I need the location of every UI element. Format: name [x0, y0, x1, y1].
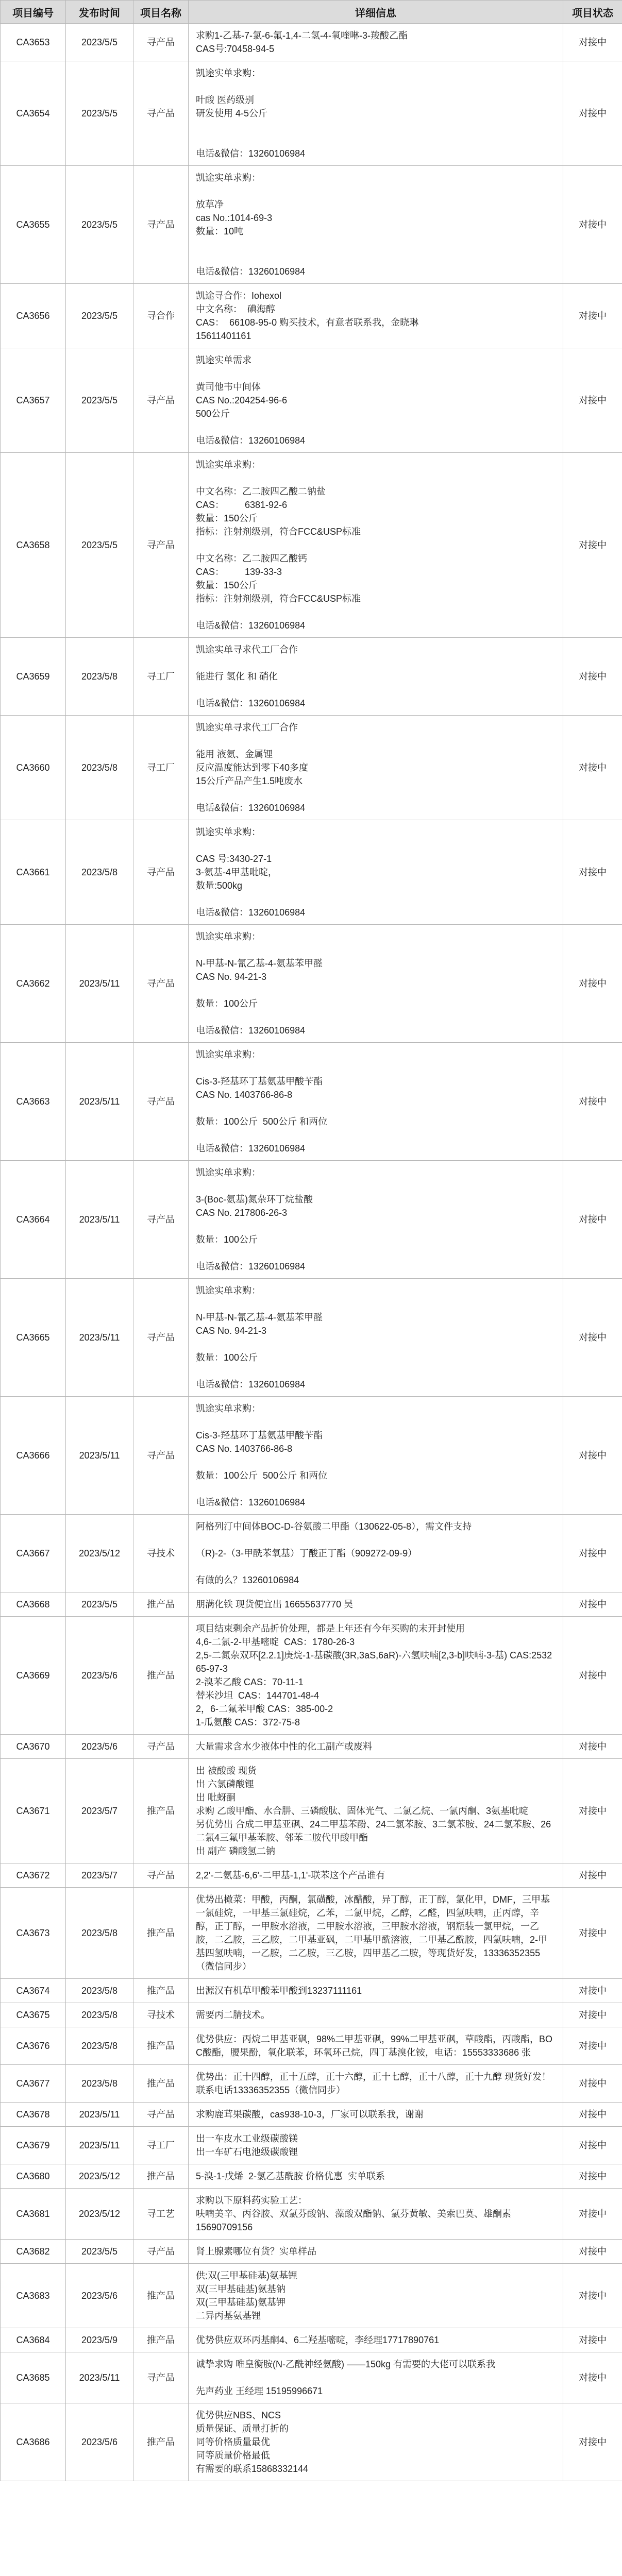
cell-project-id: CA3659 — [1, 638, 66, 716]
cell-status: 对接中 — [563, 2264, 622, 2328]
cell-detail: 供:双(三甲基硅基)氨基锂 双(三甲基硅基)氨基钠 双(三甲基硅基)氨基钾 二异丙基氨基锂 — [189, 2264, 563, 2328]
cell-project-id: CA3678 — [1, 2103, 66, 2127]
cell-publish-date: 2023/5/6 — [66, 2403, 133, 2481]
cell-status: 对接中 — [563, 1515, 622, 1592]
header-name: 项目名称 — [133, 1, 189, 24]
table-row — [1, 716, 622, 820]
table-header — [1, 1, 622, 24]
cell-detail: 优势出橄菜：甲酸，丙酮，氯磺酸，冰醋酸，异丁醇，正丁醇，氯化甲，DMF，三甲基一氯硅烷，一甲基三氯硅烷，乙苯，二氯甲烷，乙醇，乙醛，四氢呋喃，正丙醇，辛醇，正丁醇，一甲胺水溶液，二甲胺水溶液，三甲胺水溶液，钢瓶装一氯甲烷，一乙胺，二乙胺，三乙胺，二甲基亚砜，二甲基甲酰溶液，二甲基乙酰胺，四氯呋喃，2-甲基四氢呋喃，一乙胺，二乙胺，三乙胺，四甲基乙二胺，等现货好发，13336352355（微信同步） — [189, 1888, 563, 1979]
cell-status: 对接中 — [563, 24, 622, 61]
table-row — [1, 2003, 622, 2027]
cell-detail: 凯途实单求购： 放草净 cas No.:1014-69-3 数量：10吨 电话&微信：13260106984 — [189, 166, 563, 284]
cell-status: 对接中 — [563, 716, 622, 820]
cell-publish-date: 2023/5/7 — [66, 1759, 133, 1863]
cell-project-name: 寻产品 — [133, 1397, 189, 1515]
cell-publish-date: 2023/5/5 — [66, 2240, 133, 2264]
cell-status: 对接中 — [563, 1043, 622, 1161]
cell-project-id: CA3674 — [1, 1979, 66, 2003]
cell-project-id: CA3676 — [1, 2027, 66, 2065]
cell-detail: 凯途实单求购： N-甲基-N-氰乙基-4-氨基苯甲醛 CAS No. 94-21-3 数量：100公斤 电话&微信：13260106984 — [189, 925, 563, 1043]
cell-project-id: CA3669 — [1, 1617, 66, 1735]
table-row — [1, 1161, 622, 1279]
cell-detail: 出一车皮水工业级碳酸镁 出一车矿石电池级碳酸锂 — [189, 2127, 563, 2164]
cell-status: 对接中 — [563, 1863, 622, 1888]
cell-project-name: 寻产品 — [133, 925, 189, 1043]
cell-detail: 优势供应NBS、NCS 质量保证、质量打折的 同等价格质量最优 同等质量价格最低 有需要的联系15868332144 — [189, 2403, 563, 2481]
table-row — [1, 1888, 622, 1979]
cell-detail: 朋满化铁 现货便宜出 16655637770 吴 — [189, 1592, 563, 1617]
cell-project-name: 推产品 — [133, 2164, 189, 2189]
cell-project-name: 寻产品 — [133, 2240, 189, 2264]
cell-detail: 凯途实单求购： N-甲基-N-氰乙基-4-氨基苯甲醛 CAS No. 94-21-3 数量：100公斤 电话&微信：13260106984 — [189, 1279, 563, 1397]
cell-detail: 凯途实单寻求代工厂合作 能用 液氨、金属锂 反应温度能达到零下40多度 15公斤产品产生1.5吨废水 电话&微信：13260106984 — [189, 716, 563, 820]
cell-publish-date: 2023/5/11 — [66, 1043, 133, 1161]
table-row — [1, 1735, 622, 1759]
cell-detail: 凯途实单寻求代工厂合作 能进行 氢化 和 硝化 电话&微信：13260106984 — [189, 638, 563, 716]
cell-publish-date: 2023/5/11 — [66, 1161, 133, 1279]
table-row — [1, 1279, 622, 1397]
cell-project-id: CA3684 — [1, 2328, 66, 2352]
table-row — [1, 2352, 622, 2403]
cell-status: 对接中 — [563, 2003, 622, 2027]
cell-publish-date: 2023/5/8 — [66, 716, 133, 820]
cell-project-name: 推产品 — [133, 2065, 189, 2103]
table-row — [1, 2127, 622, 2164]
cell-detail: 诚挚求购 唯皇衡胺(N-乙酰神经氨酸) ——150kg 有需要的大佬可以联系我 先声药业 王经理 15195996671 — [189, 2352, 563, 2403]
cell-status: 对接中 — [563, 1979, 622, 2003]
cell-detail: 凯途寻合作：Iohexol 中文名称： 碘海醇 CAS： 66108-95-0 购买技术，有意者联系我，金晓琳 15611401161 — [189, 284, 563, 348]
cell-project-id: CA3682 — [1, 2240, 66, 2264]
table-row — [1, 284, 622, 348]
cell-detail: 凯途实单求购： Cis-3-羟基环丁基氨基甲酸苄酯 CAS No. 1403766-86-8 数量：100公斤 500公斤 和两位 电话&微信：13260106984 — [189, 1397, 563, 1515]
cell-project-name: 推产品 — [133, 1979, 189, 2003]
cell-project-name: 寻技术 — [133, 1515, 189, 1592]
cell-project-name: 寻产品 — [133, 1735, 189, 1759]
cell-project-id: CA3686 — [1, 2403, 66, 2481]
cell-status: 对接中 — [563, 1759, 622, 1863]
cell-publish-date: 2023/5/8 — [66, 1888, 133, 1979]
cell-detail: 优势出：正十四醇，正十五醇，正十六醇，正十七醇，正十八醇，正十九醇 现货好发！联系电话13336352355（微信同步） — [189, 2065, 563, 2103]
cell-publish-date: 2023/5/6 — [66, 2264, 133, 2328]
cell-project-id: CA3673 — [1, 1888, 66, 1979]
cell-status: 对接中 — [563, 2240, 622, 2264]
cell-detail: 阿格列汀中间体BOC-D-谷氨酸二甲酯（130622-05-8），需文件支持 （R)-2-（3-甲酰苯氧基）丁酸正丁酯（909272-09-9） 有做的么？13260106984 — [189, 1515, 563, 1592]
cell-status: 对接中 — [563, 2127, 622, 2164]
cell-project-id: CA3671 — [1, 1759, 66, 1863]
cell-detail: 肾上腺素哪位有货？实单样品 — [189, 2240, 563, 2264]
cell-status: 对接中 — [563, 2103, 622, 2127]
cell-publish-date: 2023/5/5 — [66, 348, 133, 453]
cell-publish-date: 2023/5/6 — [66, 1617, 133, 1735]
cell-status: 对接中 — [563, 1617, 622, 1735]
cell-project-id: CA3660 — [1, 716, 66, 820]
cell-status: 对接中 — [563, 2164, 622, 2189]
table-row — [1, 453, 622, 638]
table-row — [1, 24, 622, 61]
cell-detail: 优势供应：丙烷二甲基亚砜，98%二甲基亚砜，99%二甲基亚砜，草酸酯，丙酸酯，BOC酸酯，腰果酚，氧化联苯，环氧环己烷，四丁基溴化铵，电话：15553333686 张 — [189, 2027, 563, 2065]
cell-project-id: CA3657 — [1, 348, 66, 453]
table-row — [1, 348, 622, 453]
cell-project-id: CA3658 — [1, 453, 66, 638]
cell-project-id: CA3679 — [1, 2127, 66, 2164]
cell-project-name: 寻合作 — [133, 284, 189, 348]
cell-project-id: CA3670 — [1, 1735, 66, 1759]
cell-publish-date: 2023/5/5 — [66, 61, 133, 166]
cell-detail: 凯途实单求购： 3-(Boc-氨基)氮杂环丁烷盐酸 CAS No. 217806-26-3 数量：100公斤 电话&微信：13260106984 — [189, 1161, 563, 1279]
table-row — [1, 925, 622, 1043]
cell-project-name: 推产品 — [133, 2328, 189, 2352]
cell-publish-date: 2023/5/6 — [66, 1735, 133, 1759]
cell-publish-date: 2023/5/8 — [66, 820, 133, 925]
cell-status: 对接中 — [563, 925, 622, 1043]
cell-detail: 求购以下原料药实验工艺： 呋喃美辛、丙谷胺、双氯芬酸钠、藻酸双酯钠、氯芬黄敏、美索巴莫、雄酮素 15690709156 — [189, 2189, 563, 2240]
cell-status: 对接中 — [563, 348, 622, 453]
cell-publish-date: 2023/5/11 — [66, 2352, 133, 2403]
header-status: 项目状态 — [563, 1, 622, 24]
cell-publish-date: 2023/5/5 — [66, 24, 133, 61]
cell-project-name: 寻工厂 — [133, 2127, 189, 2164]
cell-publish-date: 2023/5/7 — [66, 1863, 133, 1888]
cell-status: 对接中 — [563, 166, 622, 284]
cell-project-name: 推产品 — [133, 1617, 189, 1735]
cell-project-id: CA3672 — [1, 1863, 66, 1888]
cell-project-name: 寻产品 — [133, 453, 189, 638]
cell-project-id: CA3667 — [1, 1515, 66, 1592]
cell-detail: 凯途实单求购： CAS 号:3430-27-1 3-氨基-4甲基吡啶， 数量:500kg 电话&微信：13260106984 — [189, 820, 563, 925]
cell-publish-date: 2023/5/5 — [66, 166, 133, 284]
cell-project-name: 寻工厂 — [133, 716, 189, 820]
cell-detail: 凯途实单求购： 中文名称：乙二胺四乙酸二钠盐 CAS： 6381-92-6 数量：150公斤 指标：注射剂级别，符合FCC&USP标准 中文名称：乙二胺四乙酸钙 CAS： 139-33-3 数量：150公斤 指标：注射剂级别，符合FCC&USP标准 电话&微信：13260106984 — [189, 453, 563, 638]
cell-detail: 2,2'-二氨基-6,6'-二甲基-1,1'-联苯这个产品谁有 — [189, 1863, 563, 1888]
cell-publish-date: 2023/5/11 — [66, 925, 133, 1043]
cell-project-name: 寻工厂 — [133, 638, 189, 716]
cell-status: 对接中 — [563, 820, 622, 925]
cell-project-name: 寻产品 — [133, 348, 189, 453]
cell-project-id: CA3655 — [1, 166, 66, 284]
table-row — [1, 1043, 622, 1161]
cell-project-name: 推产品 — [133, 2264, 189, 2328]
cell-project-name: 寻技术 — [133, 2003, 189, 2027]
cell-publish-date: 2023/5/9 — [66, 2328, 133, 2352]
cell-status: 对接中 — [563, 61, 622, 166]
cell-project-id: CA3675 — [1, 2003, 66, 2027]
cell-project-name: 寻产品 — [133, 1863, 189, 1888]
cell-publish-date: 2023/5/8 — [66, 638, 133, 716]
cell-status: 对接中 — [563, 1735, 622, 1759]
table-row — [1, 2027, 622, 2065]
cell-publish-date: 2023/5/12 — [66, 2189, 133, 2240]
table-row — [1, 638, 622, 716]
cell-detail: 求购鹿茸果碳酸，cas938-10-3，厂家可以联系我，谢谢 — [189, 2103, 563, 2127]
table-row — [1, 1759, 622, 1863]
cell-detail: 需要丙二腈技术。 — [189, 2003, 563, 2027]
cell-status: 对接中 — [563, 2027, 622, 2065]
cell-publish-date: 2023/5/11 — [66, 1397, 133, 1515]
table-row — [1, 2403, 622, 2481]
header-id: 项目编号 — [1, 1, 66, 24]
table-row — [1, 1617, 622, 1735]
cell-project-name: 寻产品 — [133, 61, 189, 166]
cell-project-name: 寻产品 — [133, 1043, 189, 1161]
cell-project-name: 寻产品 — [133, 166, 189, 284]
table-row — [1, 1592, 622, 1617]
cell-detail: 出源汉有机草甲酸苯甲酸到13237111161 — [189, 1979, 563, 2003]
cell-detail: 优势供应双环丙基酮4、6二羟基嘧啶，李经理17717890761 — [189, 2328, 563, 2352]
cell-project-name: 推产品 — [133, 2027, 189, 2065]
cell-status: 对接中 — [563, 1279, 622, 1397]
table-row — [1, 61, 622, 166]
cell-project-id: CA3664 — [1, 1161, 66, 1279]
header-row — [1, 1, 622, 24]
cell-publish-date: 2023/5/11 — [66, 2127, 133, 2164]
cell-publish-date: 2023/5/5 — [66, 1592, 133, 1617]
header-date: 发布时间 — [66, 1, 133, 24]
cell-project-name: 寻产品 — [133, 820, 189, 925]
cell-project-id: CA3661 — [1, 820, 66, 925]
table-row — [1, 1979, 622, 2003]
cell-project-name: 寻产品 — [133, 24, 189, 61]
table-row — [1, 2189, 622, 2240]
cell-project-name: 寻工艺 — [133, 2189, 189, 2240]
cell-project-id: CA3656 — [1, 284, 66, 348]
cell-publish-date: 2023/5/12 — [66, 1515, 133, 1592]
cell-project-id: CA3662 — [1, 925, 66, 1043]
table-row — [1, 2264, 622, 2328]
table-row — [1, 2240, 622, 2264]
cell-status: 对接中 — [563, 1161, 622, 1279]
cell-publish-date: 2023/5/5 — [66, 453, 133, 638]
cell-detail: 凯途实单求购： 叶酸 医药级别 研发使用 4-5公斤 电话&微信：13260106984 — [189, 61, 563, 166]
cell-status: 对接中 — [563, 638, 622, 716]
cell-status: 对接中 — [563, 1397, 622, 1515]
cell-project-id: CA3681 — [1, 2189, 66, 2240]
cell-project-name: 推产品 — [133, 1888, 189, 1979]
cell-publish-date: 2023/5/12 — [66, 2164, 133, 2189]
cell-detail: 出 被酸酸 现货 出 六氯磷酸锂 出 吡蚜酮 求购 乙酸甲酯、水合肼、三磷酸肽、固体光气、二氯乙烷、一氯丙酮、3氨基吡啶 另优势出 合成二甲基亚砜、24二甲基苯酚、24二氯苯胺、3二氯苯胺、24二氯苯胺、26二氯4三氟甲基苯胺、邻苯二胺代甲酸甲酯 出 副产 磷酸氢二钠 — [189, 1759, 563, 1863]
cell-publish-date: 2023/5/5 — [66, 284, 133, 348]
cell-publish-date: 2023/5/8 — [66, 2003, 133, 2027]
cell-status: 对接中 — [563, 2189, 622, 2240]
cell-project-name: 寻产品 — [133, 2352, 189, 2403]
cell-detail: 大量需求含水少液体中性的化工副产或废料 — [189, 1735, 563, 1759]
header-detail: 详细信息 — [189, 1, 563, 24]
cell-publish-date: 2023/5/8 — [66, 1979, 133, 2003]
cell-project-id: CA3685 — [1, 2352, 66, 2403]
cell-project-id: CA3663 — [1, 1043, 66, 1161]
cell-status: 对接中 — [563, 453, 622, 638]
cell-project-name: 推产品 — [133, 1759, 189, 1863]
cell-project-id: CA3654 — [1, 61, 66, 166]
cell-publish-date: 2023/5/11 — [66, 1279, 133, 1397]
table-row — [1, 1397, 622, 1515]
cell-project-id: CA3666 — [1, 1397, 66, 1515]
cell-project-id: CA3653 — [1, 24, 66, 61]
table-row — [1, 2103, 622, 2127]
cell-detail: 5-溴-1-戊烯 2-氯乙基酰胺 价格优惠 实单联系 — [189, 2164, 563, 2189]
cell-publish-date: 2023/5/8 — [66, 2027, 133, 2065]
cell-project-name: 推产品 — [133, 1592, 189, 1617]
table-body — [1, 24, 622, 2481]
table-row — [1, 1863, 622, 1888]
cell-publish-date: 2023/5/11 — [66, 2103, 133, 2127]
cell-publish-date: 2023/5/8 — [66, 2065, 133, 2103]
cell-project-name: 寻产品 — [133, 2103, 189, 2127]
cell-project-id: CA3680 — [1, 2164, 66, 2189]
table-row — [1, 2065, 622, 2103]
cell-status: 对接中 — [563, 2352, 622, 2403]
cell-project-id: CA3668 — [1, 1592, 66, 1617]
table-row — [1, 2164, 622, 2189]
cell-detail: 凯途实单求购： Cis-3-羟基环丁基氨基甲酸苄酯 CAS No. 1403766-86-8 数量：100公斤 500公斤 和两位 电话&微信：13260106984 — [189, 1043, 563, 1161]
cell-project-id: CA3665 — [1, 1279, 66, 1397]
cell-status: 对接中 — [563, 284, 622, 348]
cell-project-id: CA3683 — [1, 2264, 66, 2328]
cell-project-name: 寻产品 — [133, 1279, 189, 1397]
table-row — [1, 820, 622, 925]
cell-status: 对接中 — [563, 2065, 622, 2103]
table-row — [1, 166, 622, 284]
cell-detail: 凯途实单需求 黄司他韦中间体 CAS No.:204254-96-6 500公斤 电话&微信：13260106984 — [189, 348, 563, 453]
cell-status: 对接中 — [563, 1888, 622, 1979]
cell-detail: 求购1-乙基-7-氯-6-氟-1,4-二氢-4-氧喹啉-3-羧酸乙酯 CAS号:70458-94-5 — [189, 24, 563, 61]
cell-project-name: 推产品 — [133, 2403, 189, 2481]
table-row — [1, 2328, 622, 2352]
cell-project-name: 寻产品 — [133, 1161, 189, 1279]
table-row — [1, 1515, 622, 1592]
cell-status: 对接中 — [563, 1592, 622, 1617]
cell-detail: 项目结束剩余产品折价处理，都是上年还有今年买购的末开封使用 4,6-二氯-2-甲基嘧啶 CAS：1780-26-3 2,5-二氮杂双环[2.2.1]庚烷-1-基碳酸(3R,3aS,6aR)-六氢呋喃[2,3-b]呋喃-3-基) CAS:253265-97-3 2-溴苯乙酸 CAS：70-11-1 替米沙坦 CAS：144701-48-4 2，6-二氟苯甲酸 CAS：385-00-2 1-瓜氨酸 CAS：372-75-8 — [189, 1617, 563, 1735]
cell-status: 对接中 — [563, 2328, 622, 2352]
cell-project-id: CA3677 — [1, 2065, 66, 2103]
cell-status: 对接中 — [563, 2403, 622, 2481]
